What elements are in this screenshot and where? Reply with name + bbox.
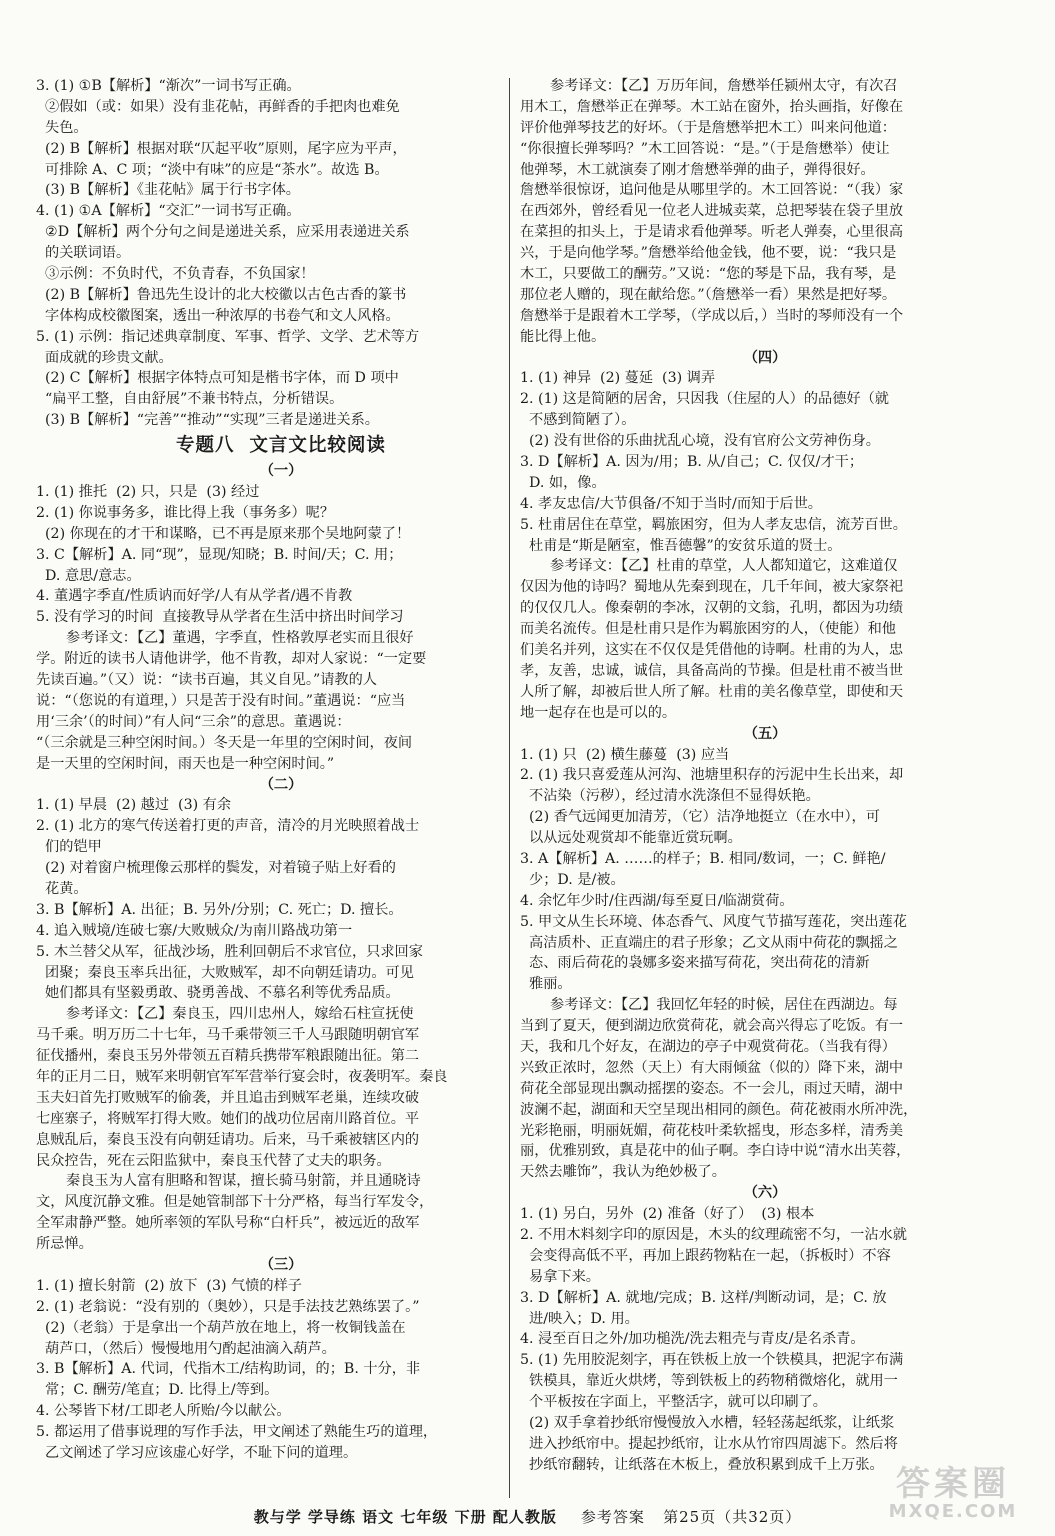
answer-line: 4. (1) ①A【解析】“交汇”一词书写正确。 bbox=[36, 203, 301, 220]
answer-line: 七座寨子，将贼军打得大败。她们的战功位居南川路首位。平 bbox=[36, 1110, 420, 1127]
answer-line: 詹懋举很惊讶，追问他是从哪里学的。木工回答说：“（我）家 bbox=[520, 182, 904, 199]
answer-line: 1. (1) 推托 (2) 只，只是 (3) 经过 bbox=[36, 484, 260, 501]
answer-line: 5. (1) 示例：指记述典章制度、军事、哲学、文学、艺术等方 bbox=[36, 328, 420, 345]
answer-line: 光彩艳丽，明丽妩媚，荷花枝叶柔软摇曳，形态多样，清秀美 bbox=[520, 1122, 904, 1139]
answer-line: 抄纸帘翻转，让纸落在木板上，叠放积累到成千上万张。 bbox=[520, 1456, 884, 1473]
answer-line: 4. 孝友忠信/大节俱备/不知于当时/而知于后世。 bbox=[520, 495, 822, 512]
answer-line: (2) B【解析】根据对联“仄起平收”原则，尾字应为平声， bbox=[36, 140, 407, 157]
subsection-heading: （四） bbox=[743, 349, 787, 366]
answer-line: 态、雨后荷花的袅娜多姿来描写荷花，突出荷花的清新 bbox=[520, 955, 870, 972]
answer-line: 而美名流传。但是杜甫只是作为羁旅困穷的人，（使能）和他 bbox=[520, 621, 896, 638]
answer-line: 荷花全部显现出飘动摇摆的姿态。不一会儿，雨过天晴，湖中 bbox=[520, 1080, 904, 1097]
answer-line: 先读百遍。”（又）说：“读书百遍，其义自见。”请教的人 bbox=[36, 672, 377, 689]
answer-line: 不沾染（污秽），经过清水洗涤但不显得妖艳。 bbox=[520, 788, 820, 805]
answer-line: (2) 你现在的才干和谋略，已不再是原来那个吴地阿蒙了！ bbox=[36, 525, 411, 542]
answer-line: 4. 董遇字季直/性质讷而好学/人有从学者/遇不肯教 bbox=[36, 588, 353, 605]
answer-line: 参考译文：【乙】董遇，字季直，性格敦厚老实而且很好 bbox=[66, 630, 414, 647]
answer-line: 个平板按在字面上，平整活字，就可以印刷了。 bbox=[520, 1394, 827, 1411]
watermark-logo bbox=[868, 1466, 1038, 1528]
answer-line: 用木工，詹懋举正在弹琴。木工站在窗外，抬头画指，好像在 bbox=[520, 98, 904, 115]
answer-line: 铁模具，靠近火烘烤，等到铁板上的药物稍微熔化，就用一 bbox=[520, 1373, 898, 1390]
answer-line: 花黄。 bbox=[36, 880, 88, 897]
answer-line: 5. 没有学习的时间 直接教导从学者在生活中挤出时间学习 bbox=[36, 609, 404, 626]
answer-line: 3. (1) ①B【解析】“渐次”一词书写正确。 bbox=[36, 78, 301, 94]
answer-line: 天，我和几个好友，在湖边的亭子中观赏荷花。（当我有得） bbox=[520, 1038, 896, 1055]
answer-line: 波澜不起，湖面和天空呈现出相同的颜色。荷花被雨水所冲洗， bbox=[520, 1101, 918, 1118]
answer-line: 在西郊外，曾经看见一位老人进城卖菜，总把琴装在袋子里放 bbox=[520, 203, 904, 220]
answer-line: (2) 没有世俗的乐曲扰乱心境，没有官府公文劳神伤身。 bbox=[520, 433, 880, 450]
answer-line: ②D【解析】两个分句之间是递进关系，应采用表递进关系 bbox=[36, 224, 410, 241]
answer-line: ③示例：不负时代，不负青春，不负国家！ bbox=[36, 266, 315, 283]
answer-line: 2. (1) 老翁说：“没有别的（奥妙），只是手法技艺熟练罢了。” bbox=[36, 1298, 420, 1315]
answer-line: 的关联词语。 bbox=[36, 245, 131, 262]
answer-line: 5. 甲文从生长环境、体态香气、风度气节描写莲花，突出莲花 bbox=[520, 913, 907, 930]
subsection-heading: （二） bbox=[259, 776, 303, 793]
answer-line: 人所了解，却被后世人所了解。杜甫的美名像草堂，即使和天 bbox=[520, 683, 904, 700]
book-series-title: 教与学 学导练 语文 七年级 下册 配人教版 bbox=[253, 1508, 557, 1526]
answer-line: 3. D【解析】A. 就地/完成；B. 这样/判断动词，是；C. 放 bbox=[520, 1289, 887, 1306]
answer-line: 参考译文：【乙】杜甫的草堂，人人都知道它，这难道仅 bbox=[550, 558, 898, 575]
answer-line: “扁平工整，自由舒展”不兼书特点，分析错误。 bbox=[36, 391, 344, 408]
answer-line: 1. (1) 另白，另外 (2) 准备（好了） (3) 根本 bbox=[520, 1206, 815, 1223]
answer-line: 常；C. 酬劳/笔直；D. 比得上/等到。 bbox=[36, 1382, 279, 1399]
answer-line: 3. C【解析】A. 同“现”，显现/知晓；B. 时间/天；C. 用； bbox=[36, 546, 403, 563]
answer-line: (2) 双手拿着抄纸帘慢慢放入水槽，轻轻荡起纸浆，让纸浆 bbox=[520, 1415, 895, 1431]
answer-line: (2) 对着窗户梳理像云那样的鬓发，对着镜子贴上好看的 bbox=[36, 860, 396, 877]
answer-line: 参考译文：【乙】万历年间，詹懋举任颍州太守，有次召 bbox=[550, 78, 898, 94]
answer-line: 玉夫妇首先打败贼军的偷袭，并且追击到贼军老巢，连续攻破 bbox=[36, 1089, 420, 1106]
answer-line: 进入抄纸帘中。提起抄纸帘，让水从竹帘四周滤下。然后将 bbox=[520, 1435, 898, 1452]
subsection-heading: （六） bbox=[743, 1185, 787, 1202]
answer-line: 以从远处观赏却不能靠近赏玩啊。 bbox=[520, 830, 742, 847]
answer-line: 是一天里的空闲时间，雨天也是一种空闲时间。” bbox=[36, 755, 335, 772]
answer-line: D. 如，像。 bbox=[520, 474, 606, 491]
answer-line: 3. B【解析】A. 代词，代指木工/结构助词，的；B. 十分，非 bbox=[36, 1361, 421, 1378]
answer-line: 1. (1) 擅长射箭 (2) 放下 (3) 气愤的样子 bbox=[36, 1277, 302, 1294]
answer-line: 乙文阐述了学习应该虚心好学，不耻下问的道理。 bbox=[36, 1445, 358, 1461]
answer-line: 在菜担的扣头上，于是请求看他弹琴。听老人弹奏，心里很高 bbox=[520, 224, 904, 241]
answer-line: 学。附近的读书人请他讲学，他不肯教，却对人家说：“一定要 bbox=[36, 651, 427, 668]
answer-line: 1. (1) 神异 (2) 蔓延 (3) 调弄 bbox=[520, 370, 716, 387]
answer-line: 的仅仅几人。像秦朝的李冰，汉朝的文翁，孔明，都因为功绩 bbox=[520, 600, 904, 617]
answer-line: 仅因为他的诗吗？蜀地从先秦到现在，几千年间，被大家祭祀 bbox=[520, 579, 904, 596]
watermark-top: 答案圈 bbox=[896, 1464, 1010, 1504]
answer-line: (3) B【解析】《韭花帖》属于行书字体。 bbox=[36, 182, 300, 199]
answer-line: 少；D. 是/被。 bbox=[520, 871, 625, 888]
answer-line: 3. A【解析】A. ……的样子；B. 相同/数词，一；C. 鲜艳/ bbox=[520, 850, 886, 867]
answer-line: 秦良玉为人富有胆略和智谋，擅长骑马射箭，并且通晓诗 bbox=[66, 1173, 421, 1190]
answer-line: 能比得上他。 bbox=[520, 328, 606, 345]
answer-line: 孝，友善，忠诚，诚信，具备高尚的节操。但是杜甫不被当世 bbox=[520, 662, 904, 679]
subsection-heading: （五） bbox=[743, 725, 787, 742]
answer-line: 3. D【解析】A. 因为/用；B. 从/自己；C. 仅仅/才干； bbox=[520, 454, 864, 471]
answer-line: 用‘三余’（的时间）”有人问“三余”的意思。董遇说： bbox=[36, 713, 351, 730]
answer-line: (2) 香气远闻更加清芳，（它）洁净地挺立（在水中），可 bbox=[520, 809, 880, 826]
answer-line: 2. 不用木料刻字印的原因是，木头的纹理疏密不匀，一沾水就 bbox=[520, 1226, 907, 1243]
answer-line: 不感到简陋了）。 bbox=[520, 412, 636, 429]
answer-line: D. 意思/意志。 bbox=[36, 567, 141, 584]
section-label: 参考答案 bbox=[580, 1508, 645, 1526]
answer-line: 4. 余忆年少时/住西湖/每至夏日/临湖赏荷。 bbox=[520, 892, 794, 909]
answer-line: (2)（老翁）于是拿出一个葫芦放在地上，将一枚铜钱盖在 bbox=[36, 1319, 406, 1336]
answer-line: 2. (1) 我只喜爱莲从河沟、池塘里积存的污泥中生长出来，却 bbox=[520, 767, 904, 784]
answer-line: 参考译文：【乙】秦良玉，四川忠州人，嫁给石柱宣抚使 bbox=[66, 1006, 414, 1023]
answer-line: 那位老人赠的，现在献给您。”（詹懋举一看）果然是把好琴。 bbox=[520, 286, 897, 303]
answer-line: 会变得高低不平，再加上跟药物粘在一起，（拆板时）不容 bbox=[520, 1247, 891, 1264]
left-column bbox=[36, 76, 526, 1494]
answer-line: 高洁质朴、正直端庄的君子形象；乙文从雨中荷花的飘摇之 bbox=[520, 934, 898, 951]
answer-line: 征伐播州，秦良玉另外带领五百精兵携带军粮跟随出征。第二 bbox=[36, 1048, 420, 1065]
answer-line: 所忌惮。 bbox=[36, 1236, 93, 1253]
answer-line: 木工，只要做工的酬劳。”又说：“您的琴是下品，我有琴，是 bbox=[520, 266, 897, 283]
answer-line: 说：“（您说的有道理，）只是苦于没有时间。”董遇说：“应当 bbox=[36, 692, 406, 709]
answer-line: 文，风度沉静文雅。但是她管制部下十分严格，每当行军发令， bbox=[36, 1194, 434, 1211]
answer-line: 息贼乱后，秦良玉没有向朝廷请功。后来，马千乘被辖区内的 bbox=[36, 1131, 420, 1148]
answer-line: 4. 追入贼境/连破七寨/大败贼众/为南川路战功第一 bbox=[36, 922, 353, 939]
answer-line: “（三余就是三种空闲时间。）冬天是一年里的空闲时间，夜间 bbox=[36, 734, 413, 751]
right-column bbox=[520, 76, 1010, 1494]
answer-line: 民众控告，死在云阳监狱中，秦良玉代替了丈夫的职务。 bbox=[36, 1152, 391, 1169]
column-divider bbox=[509, 78, 510, 1498]
answer-line: (3) B【解析】“完善”“推动”“实现”三者是递进关系。 bbox=[36, 412, 379, 429]
page-number: 第25页（共32页） bbox=[663, 1508, 802, 1526]
answer-line: 面成就的珍贵文献。 bbox=[36, 349, 173, 366]
answer-line: 地一起存在也是可以的。 bbox=[520, 704, 677, 721]
answer-line: 5. 木兰替父从军，征战沙场，胜利回朝后不求官位，只求回家 bbox=[36, 943, 423, 960]
answer-line: 1. (1) 早晨 (2) 越过 (3) 有余 bbox=[36, 797, 232, 814]
answer-line: 4. 浸至百日之外/加功槌洗/洗去粗壳与青皮/是名杀青。 bbox=[520, 1331, 865, 1348]
answer-line: 丽，优雅别致，真是花中的仙子啊。李白诗中说“清水出芙蓉， bbox=[520, 1143, 911, 1160]
watermark-bottom: MXQE.COM bbox=[888, 1501, 1018, 1522]
answer-line: 1. (1) 只 (2) 横生藤蔓 (3) 应当 bbox=[520, 746, 730, 763]
answer-line: 全军肃静严整。她所率领的军队号称“白杆兵”，被远近的敌军 bbox=[36, 1215, 420, 1232]
subsection-heading: （三） bbox=[259, 1256, 303, 1273]
answer-line: 马千乘。明万历二十七年，马千乘带领三千人马跟随明朝官军 bbox=[36, 1027, 420, 1044]
answer-line: 2. (1) 北方的寒气传送着打更的声音，清冷的月光映照着战士 bbox=[36, 818, 420, 835]
answer-line: 他弹琴，木工就演奏了刚才詹懋举弹的曲子，弹得很好。 bbox=[520, 161, 875, 178]
answer-line: 们美名并列，这实在不仅仅是凭借他的诗啊。杜甫的为人，忠 bbox=[520, 642, 904, 659]
section-title: 专题八 文言文比较阅读 bbox=[176, 435, 386, 457]
answer-line: 天然去雕饰”，我认为绝妙极了。 bbox=[520, 1164, 726, 1181]
answer-line: 詹懋举于是跟着木工学琴，（学成以后，）当时的琴师没有一个 bbox=[520, 307, 904, 324]
answer-line: 参考译文：【乙】我回忆年轻的时候，居住在西湖边。每 bbox=[550, 997, 898, 1014]
answer-line: 易拿下来。 bbox=[520, 1268, 600, 1285]
answer-line: 2. (1) 你说事务多，谁比得上我（事务多）呢？ bbox=[36, 504, 335, 521]
answer-line: “你很擅长弹琴吗？”木工回答说：“是。”（于是詹懋举）使让 bbox=[520, 140, 890, 157]
answer-line: 2. (1) 这是简陋的居舍，只因我（住屋的人）的品德好（就 bbox=[520, 391, 889, 408]
answer-line: 们的铠甲 bbox=[36, 839, 102, 856]
answer-line: 她们都具有坚毅勇敢、骁勇善战、不慕名利等优秀品质。 bbox=[36, 985, 400, 1002]
answer-line: 葫芦口，（然后）慢慢地用勺酌起油滴入葫芦。 bbox=[36, 1340, 336, 1357]
answer-line: 5. (1) 先用胶泥刻字，再在铁板上放一个铁模具，把泥字布满 bbox=[520, 1352, 904, 1369]
answer-line: 5. 杜甫居住在草堂，羁旅困穷，但为人孝友忠信，流芳百世。 bbox=[520, 516, 907, 533]
subsection-heading: （一） bbox=[259, 463, 303, 480]
answer-line: 当到了夏天，便到湖边欣赏荷花，就会高兴得忘了吃饭。有一 bbox=[520, 1018, 904, 1035]
answer-line: 团聚；秦良玉率兵出征，大败贼军，却不向朝廷请功。可见 bbox=[36, 964, 414, 981]
answer-line: 雅丽。 bbox=[520, 976, 572, 993]
answer-line: 兴致正浓时，忽然（天上）有大雨倾盆（似的）降下来，湖中 bbox=[520, 1059, 904, 1076]
answer-line: 失色。 bbox=[36, 119, 88, 136]
answer-line: (2) C【解析】根据字体特点可知是楷书字体，而 D 项中 bbox=[36, 370, 399, 387]
answer-line: 兴，于是向他学琴。”詹懋举给他金钱，他不要，说：“我只是 bbox=[520, 245, 897, 262]
answer-line: 进/映入；D. 用。 bbox=[520, 1310, 639, 1327]
answer-line: 评价他弹琴技艺的好坏。（于是詹懋举把木工）叫来问他道： bbox=[520, 119, 896, 136]
answer-line: 3. B【解析】A. 出征；B. 另外/分别；C. 死亡；D. 擅长。 bbox=[36, 901, 403, 918]
answer-line: 杜甫是“斯是陋室，惟吾德馨”的安贫乐道的贤士。 bbox=[520, 537, 842, 554]
answer-line: 年的正月二日，贼军来明朝官军军营举行宴会时，夜袭明军。秦良 bbox=[36, 1068, 448, 1085]
answer-line: (2) B【解析】鲁迅先生设计的北大校徽以古色古香的篆书 bbox=[36, 286, 407, 303]
answer-line: 可排除 A、C 项；“淡中有味”的应是“茶水”。故选 B。 bbox=[36, 161, 389, 178]
answer-line: 4. 公琴皆下材/工即老人所贻/今以献公。 bbox=[36, 1403, 291, 1420]
answer-line: 字体构成校徽图案，透出一种浓厚的书卷气和文人风格。 bbox=[36, 307, 400, 324]
answer-line: ②假如（或：如果）没有韭花帖，再鲜香的手把肉也难免 bbox=[36, 98, 400, 115]
answer-line: 5. 都运用了借事说理的写作手法，甲文阐述了熟能生巧的道理， bbox=[36, 1424, 438, 1441]
